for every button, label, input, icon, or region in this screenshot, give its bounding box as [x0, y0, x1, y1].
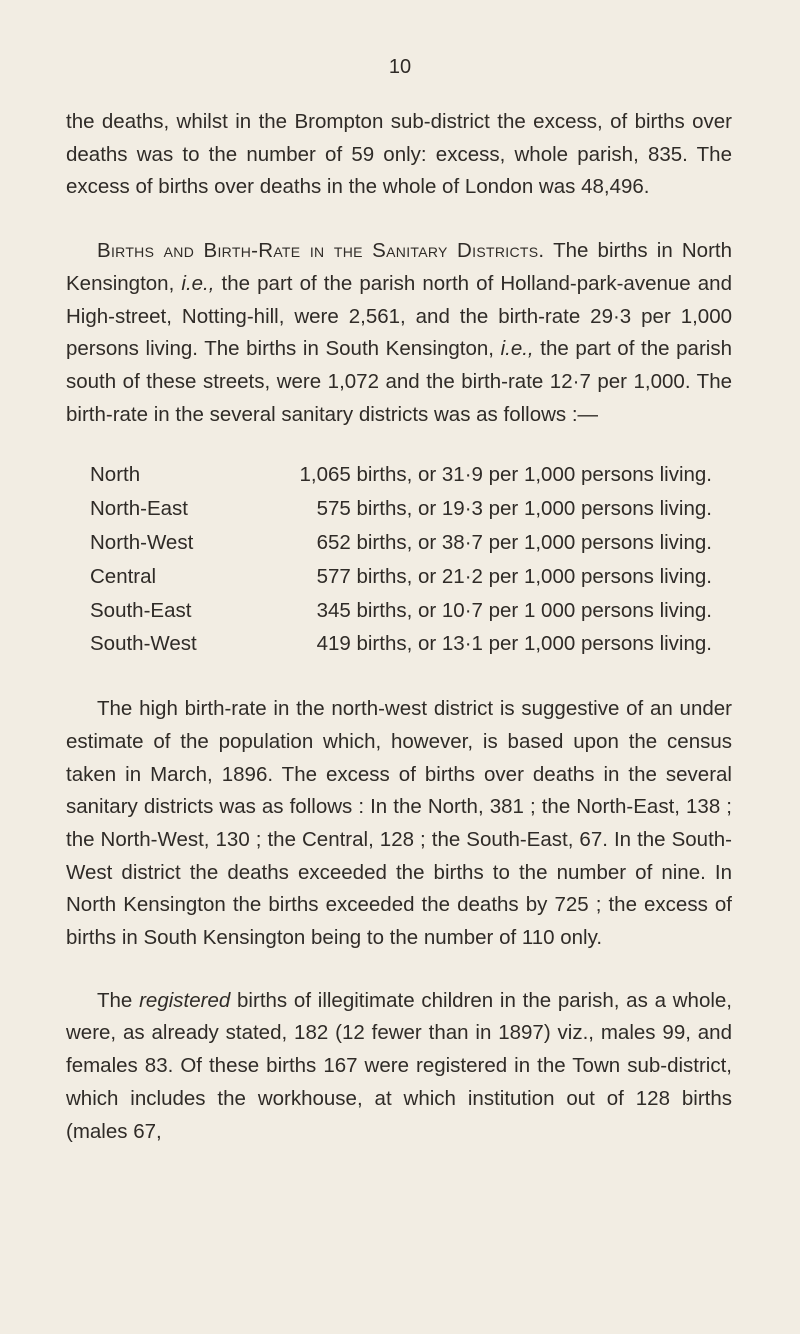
paragraph-north-west-rate: The high birth-rate in the north-west district is suggestive of an under estimate of the population which, however, is based upon the census taken in March, 1896. The excess of births over deaths in the several sanitary districts was as follows : In the North, 381 ; the North-East, 138 ; the North-West, 130 ; the Central, 128 ; the South-East, 67. In the South-West district the deaths exceeded the births to the number of nine. In North Kensington the births exceeded the deaths by 725 ; the excess of births in South Kensington being to the number of 110 only.: [66, 697, 732, 950]
page-number: 10: [388, 56, 412, 78]
district-name: North: [90, 463, 141, 487]
paragraph-text: the part of the parish north of Holland-park-avenue and High-street, Notting-hill, were 2,561, and the birth-rate 29·3 per 1,000 persons living. The births in South Kensington,: [66, 271, 732, 361]
paragraph-text: births of illegitimate children in the parish, as a whole, were, as already stated, 182 (12 fewer than in 1897) viz., males 99, and females 83. Of these births 167 were registered in the Town sub-district, which includes the workhouse, at which institution out of 128 births (males 67,: [66, 988, 732, 1143]
birth-rate-value: 419 births, or 13·1 per 1,000 persons living.: [316, 632, 712, 656]
abbreviation-ie: i.e.,: [181, 271, 215, 295]
paragraph-illegitimate-births: [66, 985, 732, 1149]
section-heading: Births and Birth-Rate in the Sanitary Districts.: [97, 239, 545, 263]
table-row: [90, 493, 732, 527]
birth-rate-value: 652 births, or 38·7 per 1,000 persons living.: [316, 530, 712, 554]
table-row: [90, 595, 732, 629]
table-row: [90, 527, 732, 561]
district-name: North-West: [90, 530, 194, 554]
district-name: South-East: [90, 598, 192, 622]
district-name: South-West: [90, 632, 197, 656]
district-name: Central: [90, 564, 157, 588]
table-row: [90, 459, 732, 493]
paragraph-deaths-excess: the deaths, whilst in the Brompton sub-district the excess, of births over deaths was to the number of 59 only: excess, whole parish, 835. The excess of births over deaths in the whole of London was 48,496.: [66, 110, 732, 199]
table-row: [90, 628, 732, 662]
paragraph-text: The: [97, 988, 133, 1012]
birth-rate-value: 1,065 births, or 31·9 per 1,000 persons living.: [299, 463, 712, 487]
emphasis-registered: registered: [139, 988, 231, 1012]
paragraph-text: the part of the parish south of these streets, were 1,072 and the birth-rate 12·7 per 1,000. The birth-rate in the several sanitary districts was as follows :—: [66, 337, 732, 426]
table-row: [90, 561, 732, 595]
birth-rate-value: 577 births, or 21·2 per 1,000 persons living.: [316, 564, 712, 588]
paragraph-text: The births in North Kensington,: [66, 239, 733, 295]
birth-rate-table: [90, 459, 732, 662]
district-name: North-East: [90, 497, 188, 521]
abbreviation-ie: i.e.,: [500, 337, 534, 361]
body-text: [66, 106, 732, 1148]
birth-rate-value: 345 births, or 10·7 per 1 000 persons living.: [316, 598, 712, 622]
paragraph-births-sanitary-districts: [66, 235, 732, 431]
birth-rate-value: 575 births, or 19·3 per 1,000 persons living.: [316, 497, 712, 521]
